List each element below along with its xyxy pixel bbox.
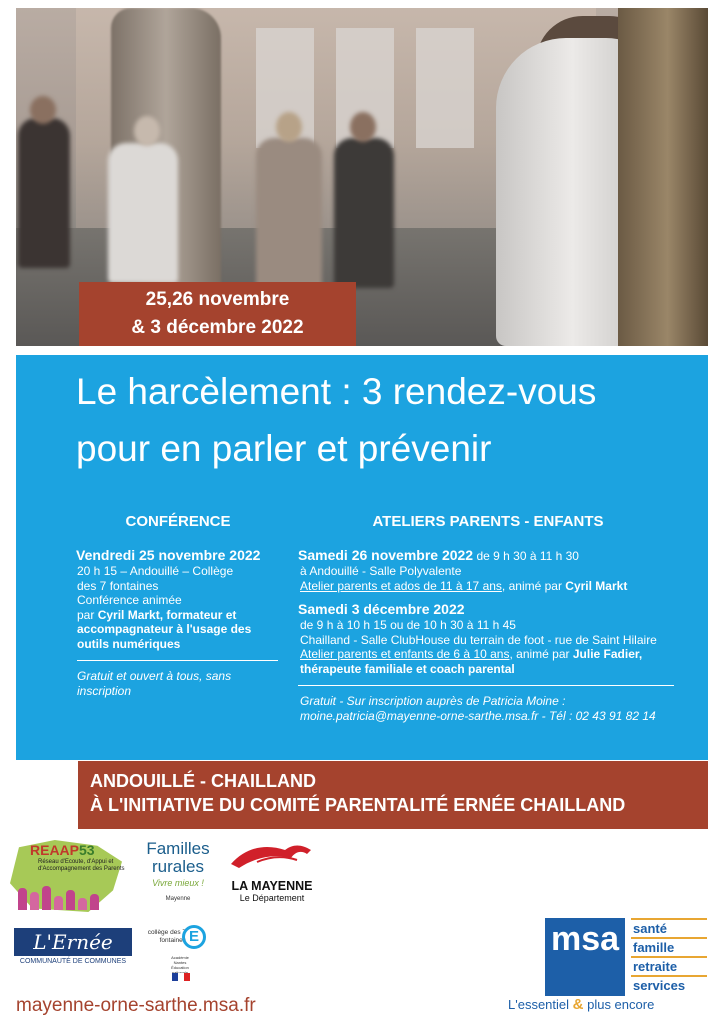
atelier-1-audience: Atelier parents et ados de 11 à 17 ans bbox=[300, 578, 502, 593]
college-logo bbox=[142, 925, 212, 987]
conference-line: 20 h 15 – Andouillé – Collège bbox=[77, 564, 234, 578]
atelier-2-place: Chailland - Salle ClubHouse du terrain de foot - rue de Saint Hilaire bbox=[300, 632, 657, 647]
ateliers-note-line: Gratuit - Sur inscription auprès de Patricia Moine : bbox=[300, 694, 566, 708]
ernee-logo bbox=[14, 928, 132, 974]
ateliers-note-line: moine.patricia@mayenne-orne-sarthe.msa.fr - Tél : 02 43 91 82 14 bbox=[300, 708, 656, 723]
page-title bbox=[76, 363, 596, 477]
atelier-1-details bbox=[300, 579, 696, 594]
divider bbox=[298, 685, 674, 686]
photo-kid bbox=[256, 138, 322, 288]
familles-slogan: Vivre mieux ! bbox=[152, 878, 204, 888]
conference-by: par bbox=[77, 607, 98, 622]
horse-icon bbox=[227, 840, 317, 874]
academie-text: Académie Nantes Éducation bbox=[171, 955, 189, 970]
msa-square: msa bbox=[545, 918, 625, 996]
msa-logo bbox=[545, 918, 710, 998]
msa-line: retraite bbox=[631, 956, 707, 975]
date-box bbox=[79, 282, 356, 346]
photo-kid-head bbox=[350, 112, 376, 142]
atelier-1-speaker: Cyril Markt bbox=[565, 578, 628, 593]
msa-tagline bbox=[508, 996, 654, 1013]
tagline-part: L'essentiel bbox=[508, 997, 573, 1012]
msa-line: santé bbox=[631, 918, 707, 937]
atelier-1-place: à Andouillé - Salle Polyvalente bbox=[300, 564, 462, 578]
location-band bbox=[78, 761, 708, 829]
photo-kid bbox=[334, 138, 394, 288]
conference-speaker: Cyril Markt, formateur et accompagnateur à l'usage des outils numériques bbox=[77, 607, 252, 651]
date-line-1: 25,26 novembre bbox=[145, 289, 290, 310]
familles-region: Mayenne bbox=[165, 896, 191, 902]
atelier-2-speaker: Julie Fadier, bbox=[572, 647, 643, 661]
photo-kid bbox=[108, 143, 178, 283]
reaap-name bbox=[30, 842, 95, 858]
reaap-number: 53 bbox=[79, 842, 95, 858]
conference-heading: CONFÉRENCE bbox=[125, 513, 231, 530]
republique-flag-icon bbox=[172, 973, 190, 981]
ateliers-column bbox=[298, 547, 696, 723]
rurales-word: rurales bbox=[152, 857, 204, 876]
atelier-2-by: , animé par bbox=[509, 647, 573, 661]
conference-speaker-line bbox=[77, 608, 278, 652]
atelier-1 bbox=[298, 547, 696, 593]
atelier-2-date: Samedi 3 décembre 2022 bbox=[298, 601, 465, 617]
tagline-part: plus encore bbox=[583, 997, 655, 1012]
atelier-2 bbox=[298, 601, 696, 676]
conference-column bbox=[76, 547, 278, 698]
reaap-name-text: REAAP bbox=[30, 842, 80, 858]
date-line-2: & 3 décembre 2022 bbox=[131, 317, 304, 338]
msa-lines bbox=[631, 918, 707, 994]
college-text: collège des 7 fontaines bbox=[147, 929, 186, 944]
atelier-1-date: Samedi 26 novembre 2022 bbox=[298, 547, 474, 563]
mayenne-name: LA MAYENNE bbox=[231, 879, 313, 893]
ernee-sub: COMMUNAUTÉ DE COMMUNES bbox=[19, 958, 127, 965]
reaap-logo bbox=[10, 840, 130, 912]
familles-word: Familles bbox=[146, 839, 210, 858]
ampersand-icon: & bbox=[572, 996, 584, 1013]
atelier-2-details bbox=[300, 647, 696, 662]
msa-line: famille bbox=[631, 937, 707, 956]
atelier-2-audience: Atelier parents et enfants de 6 à 10 ans bbox=[300, 647, 510, 661]
college-letter: E bbox=[189, 928, 200, 945]
reaap-subtitle: Réseau d'Ecoute, d'Appui et d'Accompagnement des Parents bbox=[38, 859, 125, 872]
atelier-1-time: de 9 h 30 à 11 h 30 bbox=[473, 549, 579, 563]
photo-window bbox=[416, 28, 474, 148]
photo-tree-right bbox=[618, 8, 708, 346]
familles-rurales-logo bbox=[142, 840, 214, 922]
conference-line: Conférence animée bbox=[77, 593, 182, 607]
ateliers-heading: ATELIERS PARENTS - ENFANTS bbox=[372, 513, 604, 530]
reaap-people-icon bbox=[16, 884, 116, 910]
title-line-1: Le harcèlement : 3 rendez-vous bbox=[76, 371, 597, 412]
conference-line: des 7 fontaines bbox=[77, 578, 159, 593]
band-line-1: ANDOUILLÉ - CHAILLAND bbox=[90, 771, 316, 791]
ernee-name: L'Ernée bbox=[14, 928, 132, 956]
photo-kid-head bbox=[30, 96, 56, 124]
info-panel bbox=[16, 355, 708, 760]
conference-date: Vendredi 25 novembre 2022 bbox=[76, 547, 261, 563]
photo-kid-head bbox=[276, 112, 302, 142]
la-mayenne-logo bbox=[222, 840, 322, 903]
mayenne-sub: Le Département bbox=[239, 893, 305, 903]
title-line-2: pour en parler et prévenir bbox=[76, 428, 492, 469]
band-line-2: À L'INITIATIVE DU COMITÉ PARENTALITÉ ERNÉE CHAILLAND bbox=[90, 795, 626, 815]
msa-line: services bbox=[631, 975, 707, 994]
footer-url[interactable]: mayenne-orne-sarthe.msa.fr bbox=[16, 995, 256, 1016]
conference-note: Gratuit et ouvert à tous, sans inscription bbox=[77, 669, 232, 698]
photo-kid bbox=[18, 118, 70, 268]
photo-kid-head bbox=[134, 116, 160, 146]
atelier-1-by: , animé par bbox=[501, 578, 566, 593]
atelier-2-time: de 9 h à 10 h 15 ou de 10 h 30 à 11 h 45 bbox=[300, 618, 516, 632]
divider bbox=[77, 660, 278, 661]
atelier-2-speaker-title: thérapeute familiale et coach parental bbox=[300, 661, 515, 676]
ateliers-note bbox=[298, 694, 696, 723]
